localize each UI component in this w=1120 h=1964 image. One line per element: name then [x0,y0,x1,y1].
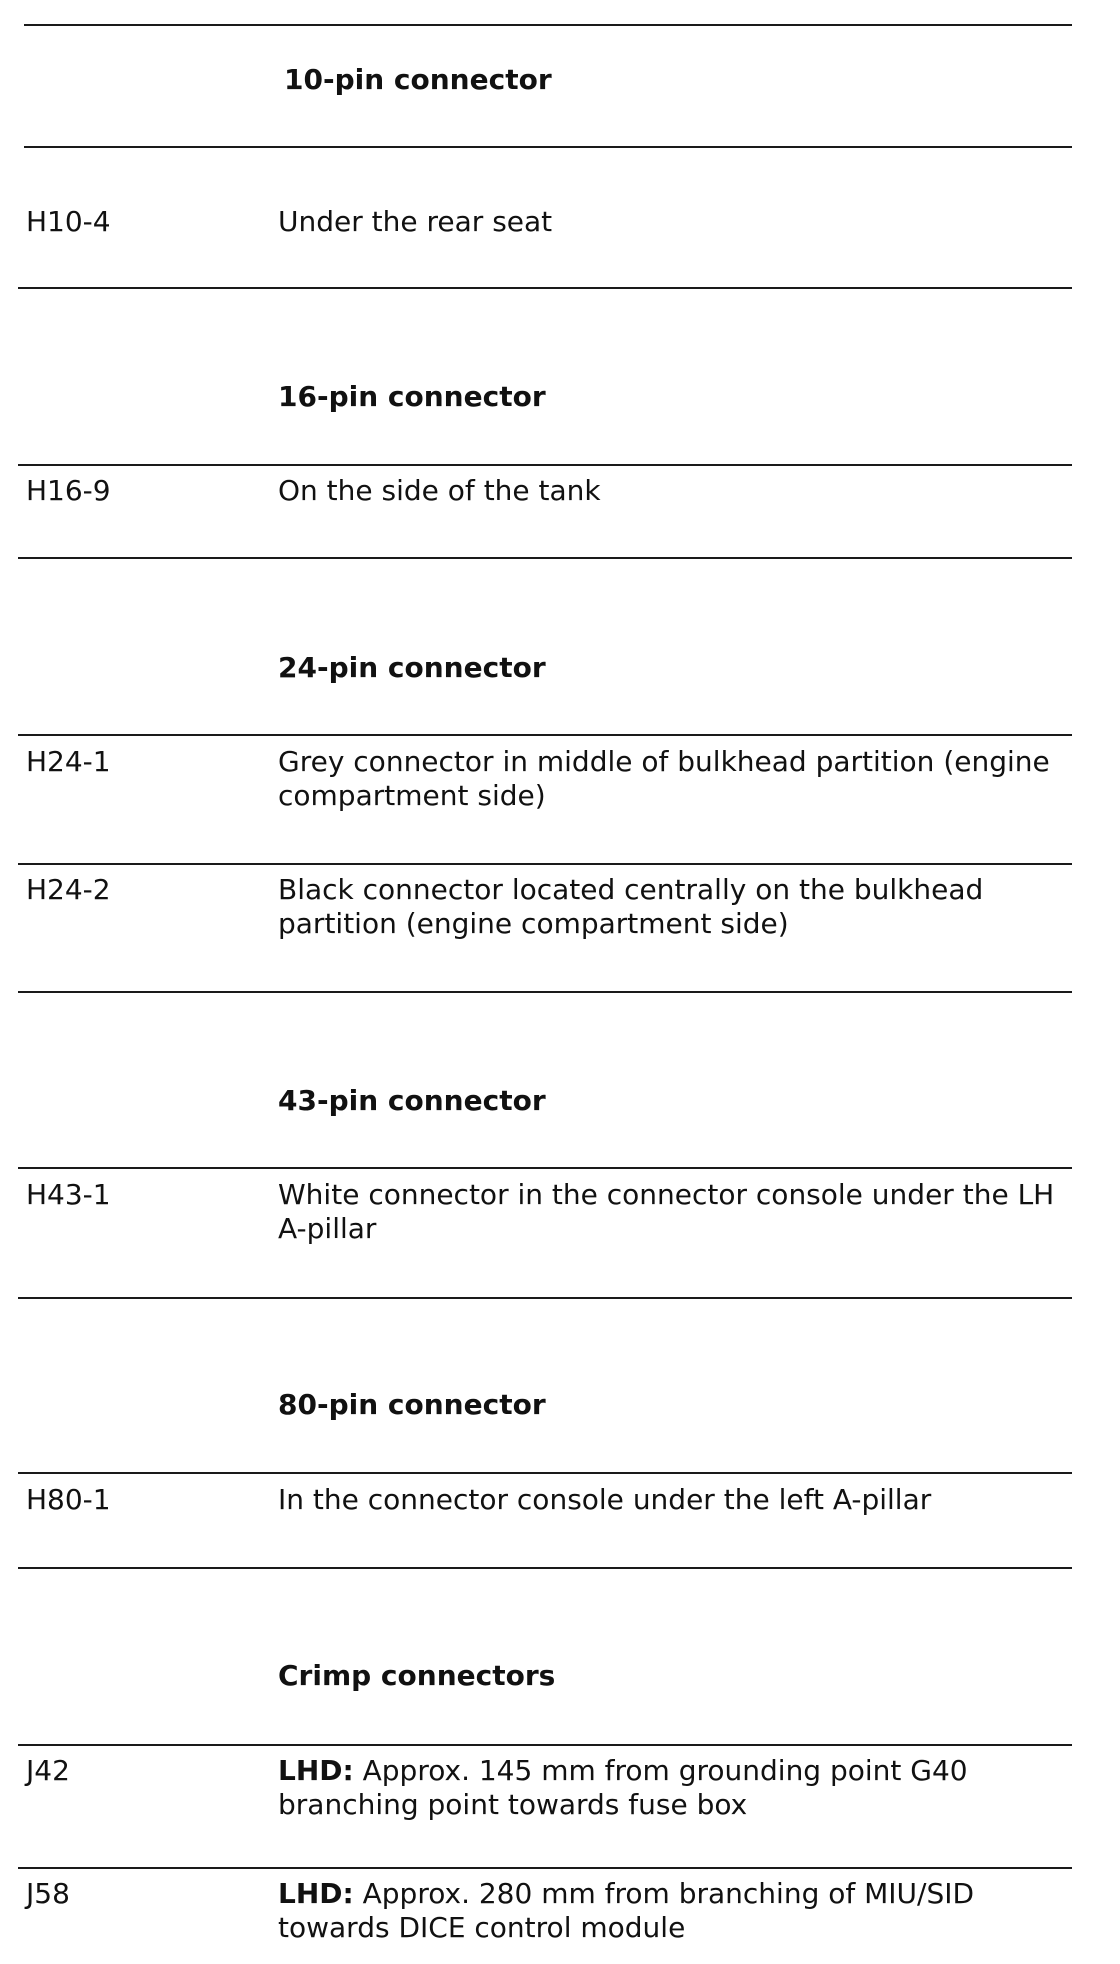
rule [18,1867,1072,1869]
rule [18,863,1072,865]
connector-code: H80-1 [26,1483,111,1516]
rule [18,1297,1072,1299]
connector-location [278,1877,1078,1945]
rule [18,557,1072,559]
connector-location: On the side of the tank [278,474,601,507]
connector-location: White connector in the connector console under the LH A-pillar [278,1178,1055,1245]
rule [24,24,1072,26]
section-heading: 24-pin connector [278,651,546,684]
rule [24,146,1072,148]
connector-location: In the connector console under the left A-pillar [278,1483,932,1516]
rule [18,464,1072,466]
section-heading: 80-pin connector [278,1388,546,1421]
section-heading: Crimp connectors [278,1659,556,1692]
connector-location: Grey connector in middle of bulkhead partition (engine compartment side) [278,745,1050,812]
lhd-prefix: LHD: [278,1754,354,1787]
connector-location: Black connector located centrally on the bulkhead partition (engine compartment side) [278,873,984,940]
rule [18,1567,1072,1569]
rule [18,991,1072,993]
section-heading: 10-pin connector [284,63,552,96]
rule [18,287,1072,289]
rule [18,1167,1072,1169]
section-heading: 43-pin connector [278,1084,546,1117]
location-text: Approx. 145 mm from grounding point G40 branching point towards fuse box [278,1754,968,1821]
connector-code: J42 [26,1754,70,1787]
connector-location [278,1754,1078,1822]
connector-code: H24-2 [26,873,111,906]
lhd-prefix: LHD: [278,1877,354,1910]
rule [18,1744,1072,1746]
connector-location: Under the rear seat [278,205,553,238]
connector-code: J58 [26,1877,70,1910]
connector-code: H10-4 [26,205,111,238]
location-text: Approx. 280 mm from branching of MIU/SID towards DICE control module [278,1877,975,1944]
rule [18,734,1072,736]
connector-code: H43-1 [26,1178,111,1211]
section-heading: 16-pin connector [278,380,546,413]
connector-code: H24-1 [26,745,111,778]
rule [18,1472,1072,1474]
connector-code: H16-9 [26,474,111,507]
